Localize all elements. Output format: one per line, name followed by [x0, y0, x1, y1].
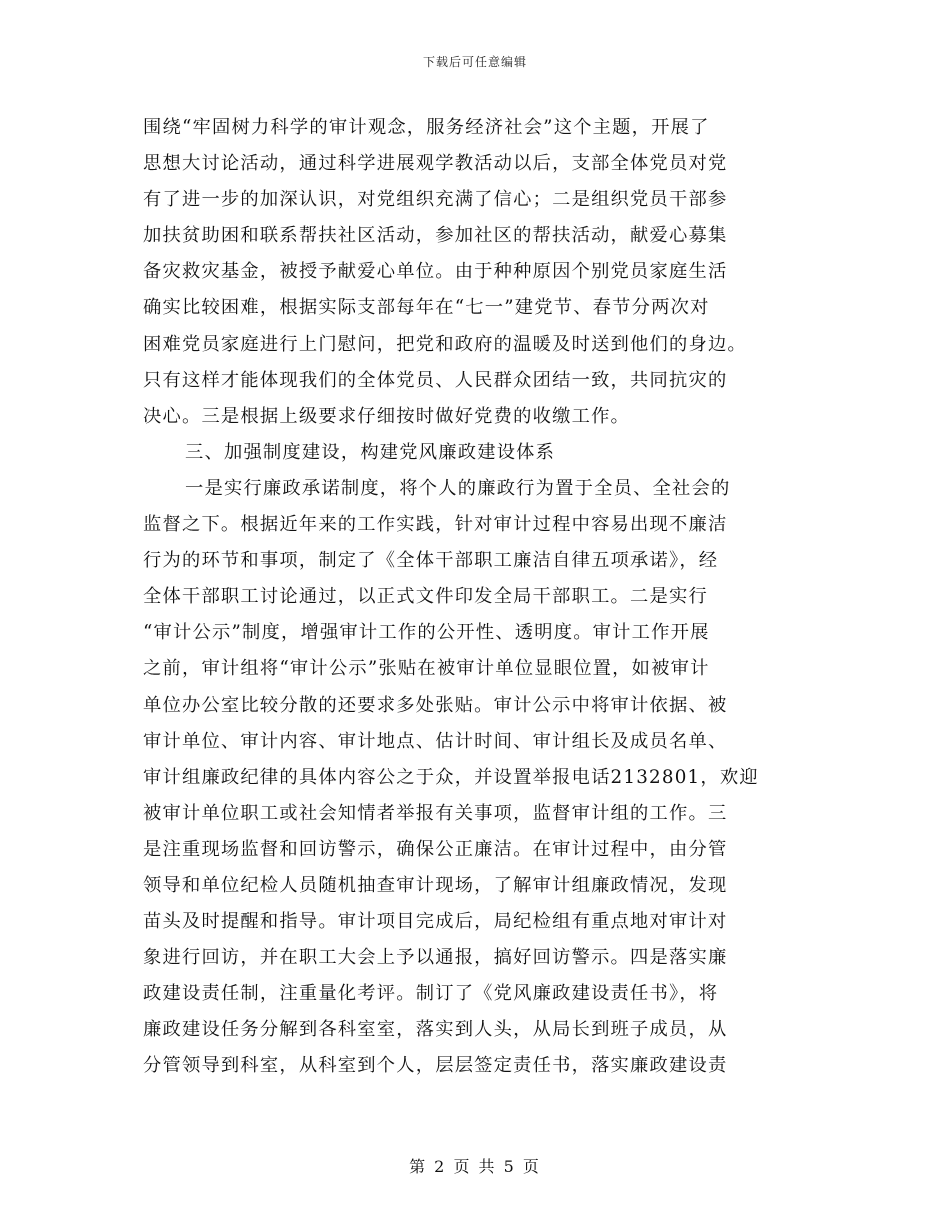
- body-line-27: 分管领导到科室，从科室到个人，层层签定责任书，落实廉政建设责: [143, 1055, 728, 1077]
- body-line-18: 审计单位、审计内容、审计地点、估计时间、审计组长及成员名单、: [143, 730, 728, 752]
- body-line-2: 思想大讨论活动，通过科学进展观学教活动以后，支部全体党员对党: [143, 153, 728, 175]
- body-line-19: 审计组廉政纪律的具体内容公之于众，并设置举报电话2132801，欢迎: [143, 766, 759, 788]
- body-line-21: 是注重现场监督和回访警示，确保公正廉洁。在审计过程中，由分管: [143, 838, 728, 860]
- body-line-6: 确实比较困难，根据实际支部每年在“七一”建党节、春节分两次对: [143, 297, 710, 319]
- body-line-23: 苗头及时提醒和指导。审计项目完成后，局纪检组有重点地对审计对: [143, 911, 728, 933]
- body-line-26: 廉政建设任务分解到各科室室，落实到人头，从局长到班子成员，从: [143, 1019, 728, 1041]
- page-number-footer: 第 2 页 共 5 页: [409, 1157, 541, 1176]
- page-header-note: 下载后可任意编辑: [422, 55, 527, 69]
- body-line-9: 决心。三是根据上级要求仔细按时做好党费的收缴工作。: [143, 405, 631, 427]
- body-line-17: 单位办公室比较分散的还要求多处张贴。审计公示中将审计依据、被: [143, 694, 728, 716]
- body-line-24: 象进行回访，并在职工大会上予以通报，搞好回访警示。四是落实廉: [143, 947, 728, 969]
- body-line-4: 加扶贫助困和联系帮扶社区活动，参加社区的帮扶活动，献爱心募集: [143, 225, 728, 247]
- body-line-22: 领导和单位纪检人员随机抽查审计现场，了解审计组廉政情况，发现: [143, 874, 728, 896]
- body-line-16: 之前，审计组将“审计公示”张贴在被审计单位显眼位置，如被审计: [143, 658, 710, 680]
- body-line-11: 一是实行廉政承诺制度，将个人的廉政行为置于全员、全社会的: [185, 477, 731, 499]
- body-line-20: 被审计单位职工或社会知情者举报有关事项，监督审计组的工作。三: [143, 802, 728, 824]
- body-line-8: 只有这样才能体现我们的全体党员、人民群众团结一致，共同抗灾的: [143, 369, 728, 391]
- body-line-14: 全体干部职工讨论通过，以正式文件印发全局干部职工。二是实行: [143, 586, 708, 608]
- section-heading: 三、加强制度建设，构建党风廉政建设体系: [185, 441, 556, 463]
- body-line-7: 困难党员家庭进行上门慰问，把党和政府的温暖及时送到他们的身边。: [143, 333, 747, 355]
- body-line-5: 备灾救灾基金，被授予献爱心单位。由于种种原因个别党员家庭生活: [143, 261, 728, 283]
- body-line-25: 政建设责任制，注重量化考评。制订了《党风廉政建设责任书》，将: [143, 983, 719, 1005]
- body-line-1: 围绕“牢固树力科学的审计观念，服务经济社会”这个主题，开展了: [143, 117, 710, 138]
- body-line-13: 行为的环节和事项，制定了《全体干部职工廉洁自律五项承诺》，经: [143, 550, 719, 572]
- body-line-15: “审计公示”制度，增强审计工作的公开性、透明度。审计工作开展: [143, 622, 710, 644]
- document-body: [143, 110, 809, 1085]
- body-line-12: 监督之下。根据近年来的工作实践，针对审计过程中容易出现不廉洁: [143, 514, 728, 536]
- body-line-3: 有了进一步的加深认识，对党组织充满了信心；二是组织党员干部参: [143, 189, 728, 211]
